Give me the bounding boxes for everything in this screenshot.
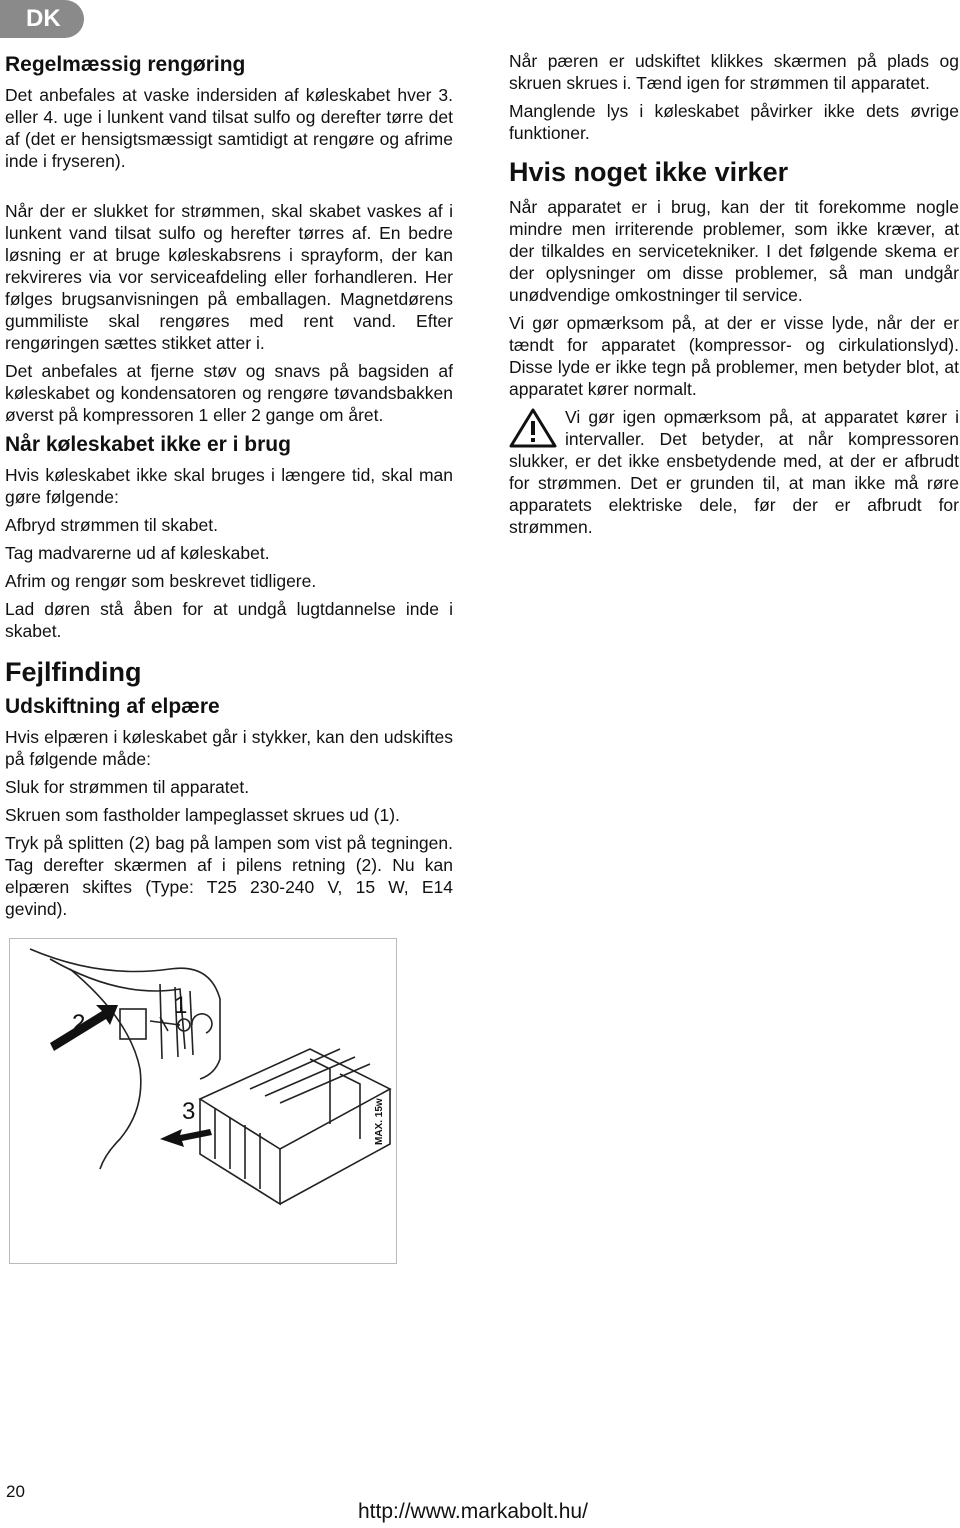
paragraph: Når der er slukket for strømmen, skal skabet vaskes af i lunkent vand tilsat sulfo og herefter tørres af. En bedre løsning er at bruge køleskabsrens i sprayform, der kan rekvireres via vor serviceafdeling eller forhandleren. Her følges brugsanvisningen på emballagen. Magnetdørens gummiliste skal rengøres med rent vand. Efter rengøringen sættes stikket atter i. (5, 201, 453, 353)
figure-label-3: 3 (182, 1098, 196, 1125)
paragraph: Lad døren stå åben for at undgå lugtdannelse inde i skabet. (5, 599, 453, 641)
right-column (509, 50, 959, 544)
paragraph: Sluk for strømmen til apparatet. (5, 777, 250, 797)
paragraph: Når pæren er udskiftet klikkes skærmen på plads og skruen skrues i. Tænd igen for strømmen til apparatet. (509, 51, 959, 93)
figure-label-1: 1 (174, 992, 188, 1019)
warning-text: Vi gør igen opmærksom på, at apparatet kører i intervaller. Det betyder, at når kompressoren slukker, er det ikke ensbetydende med, at der er afbrudt for strømmen. Det er grunden til, at man ikke må røre apparatets elektriske dele, før der er afbrudt for strømmen. (509, 407, 959, 537)
figure-label-2: 2 (72, 1010, 86, 1037)
paragraph: Afbryd strømmen til skabet. (5, 515, 218, 535)
paragraph: Afrim og rengør som beskrevet tidligere. (5, 571, 317, 591)
heading-troubleshooting: Fejlfinding (5, 657, 142, 687)
paragraph: Det anbefales at vaske indersiden af køleskabet hver 3. eller 4. uge i lunkent vand tilsat sulfo og derefter tørre det af (det er hensigtsmæssigt samtidigt at rengøre og afrime inde i fryseren). (5, 85, 453, 171)
paragraph: Hvis elpæren i køleskabet går i stykker, kan den udskiftes på følgende måde: (5, 727, 453, 769)
paragraph: Tag madvarerne ud af køleskabet. (5, 543, 270, 563)
heading-bulb-replacement: Udskiftning af elpære (5, 695, 220, 718)
heading-regular-cleaning: Regelmæssig rengøring (5, 53, 246, 76)
lamp-drawing (10, 939, 396, 1263)
warning-note (509, 406, 959, 538)
language-badge: DK (0, 0, 84, 38)
paragraph: Tryk på splitten (2) bag på lampen som vist på tegningen. Tag derefter skærmen af i pilens retning (2). Nu kan elpæren skiftes (Type: T25 230-240 V, 15 W, E14 gevind). (5, 833, 453, 919)
warning-icon (509, 408, 557, 448)
paragraph: Manglende lys i køleskabet påvirker ikke dets øvrige funktioner. (509, 101, 959, 143)
paragraph: Hvis køleskabet ikke skal bruges i længere tid, skal man gøre følgende: (5, 465, 453, 507)
heading-not-in-use: Når køleskabet ikke er i brug (5, 433, 291, 456)
paragraph: Det anbefales at fjerne støv og snavs på bagsiden af køleskabet og kondensatoren og rengøre tøvandsbakken øverst på kompressoren 1 eller 2 gange om året. (5, 361, 453, 425)
left-column (5, 50, 453, 1264)
figure-max-label: MAX. 15w (374, 1098, 385, 1145)
lamp-replacement-illustration (9, 938, 397, 1264)
page-number: 20 (6, 1482, 25, 1501)
footer-url: http://www.markabolt.hu/ (358, 1500, 588, 1523)
heading-if-something-fails: Hvis noget ikke virker (509, 157, 789, 187)
paragraph: Når apparatet er i brug, kan der tit forekomme nogle mindre men irriterende problemer, som ikke kræver, at der tilkaldes en servicetekniker. I det følgende skema er der oplysninger om disse problemer, så man undgår unødvendige omkostninger til service. (509, 197, 959, 305)
paragraph: Vi gør opmærksom på, at der er visse lyde, når der er tændt for apparatet (kompressor- og cirkulationslyd). Disse lyde er ikke tegn på problemer, men betyder blot, at apparatet kører normalt. (509, 313, 959, 399)
paragraph: Skruen som fastholder lampeglasset skrues ud (1). (5, 805, 400, 825)
